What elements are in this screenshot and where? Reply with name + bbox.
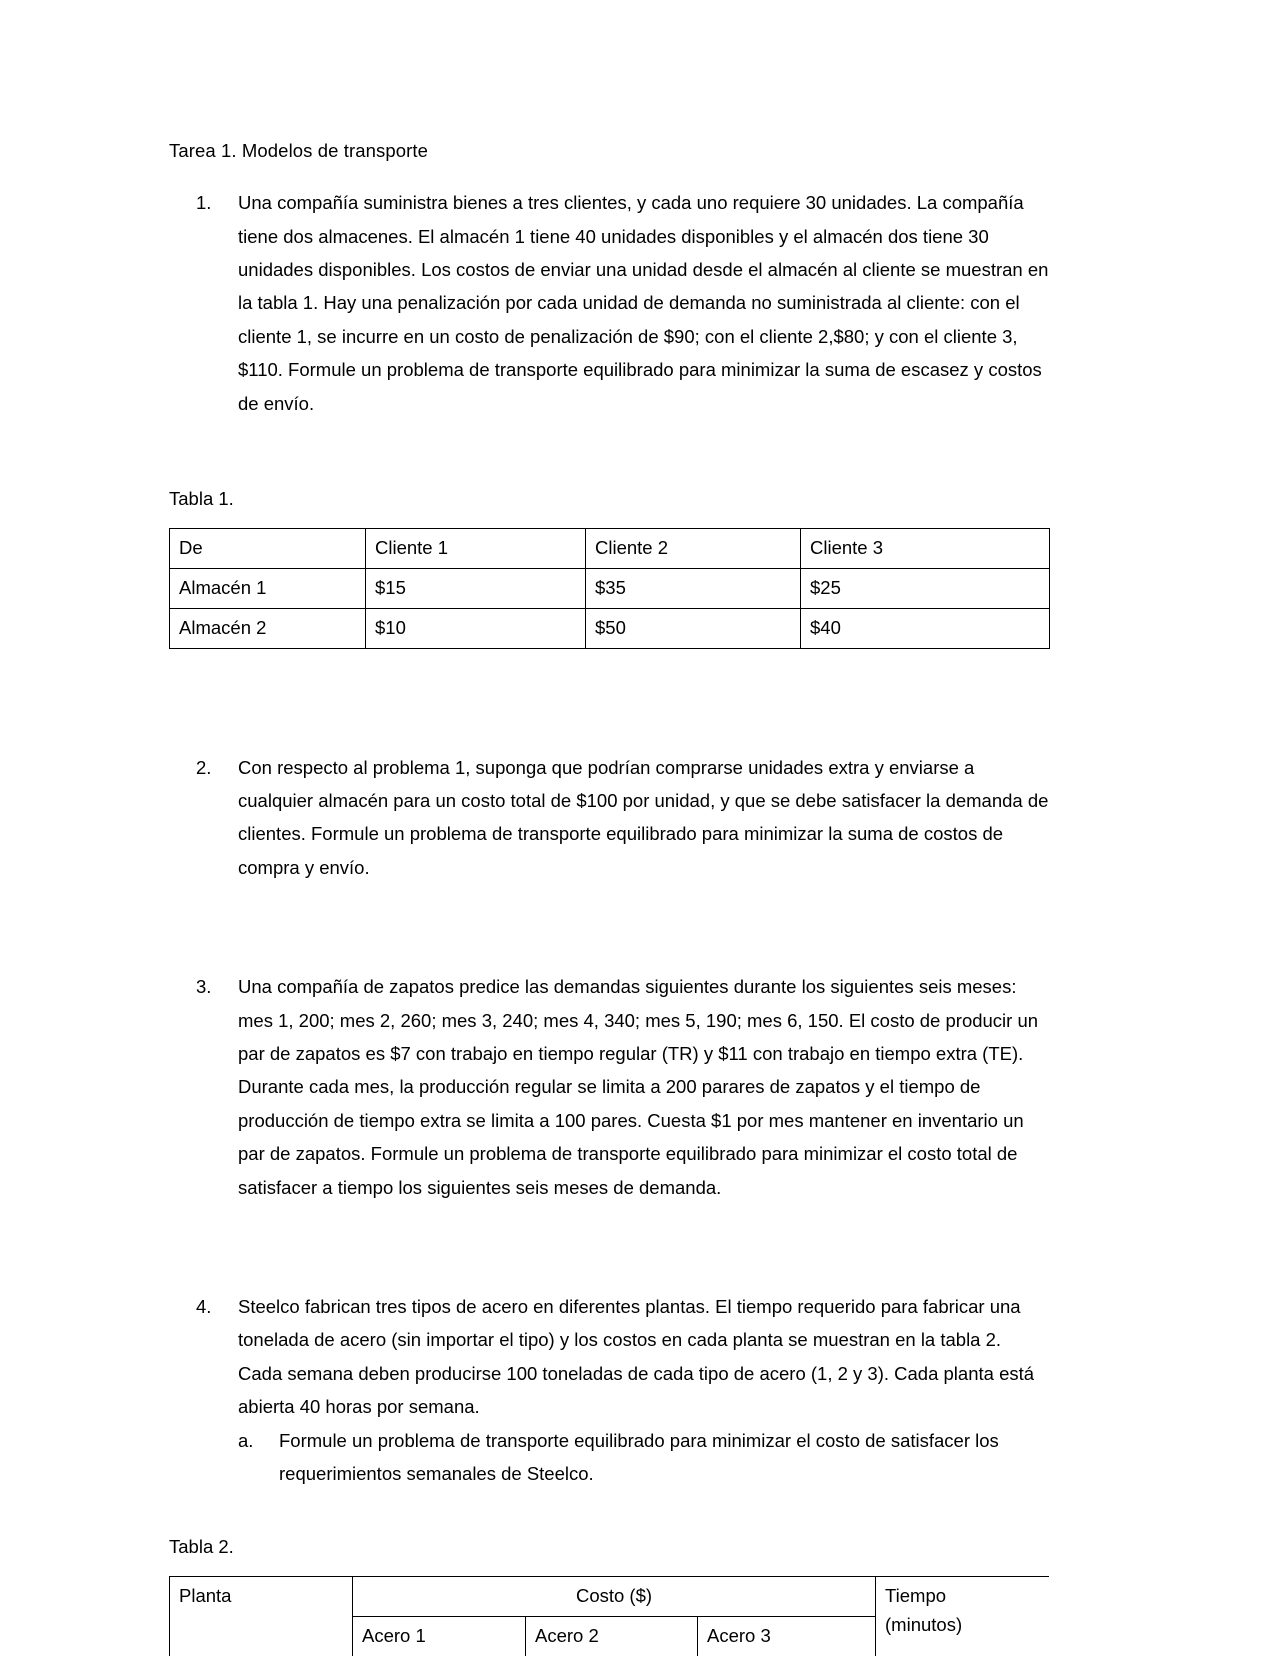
- table-1-header-cell-1: Cliente 1: [366, 528, 586, 568]
- table-2-subheader-acero-3: Acero 3: [698, 1616, 876, 1656]
- list-marker-3: 3.: [196, 976, 212, 998]
- table-2: [169, 1576, 1049, 1656]
- table-1-header-cell-3: Cliente 3: [801, 528, 1050, 568]
- table-1-cell-r1c0: Almacén 2: [170, 608, 366, 648]
- table-1-cell-r1c1: $10: [366, 608, 586, 648]
- spacer: [169, 420, 1049, 482]
- table-1-cell-r0c1: $15: [366, 568, 586, 608]
- problem-3-text: Una compañía de zapatos predice las demandas siguientes durante los siguientes seis meses: mes 1, 200; mes 2, 260; mes 3, 240; mes 4, 340; mes 5, 190; mes 6, 150. El costo de producir un par de zapatos es $7 con trabajo en tiempo regular (TR) y $11 con trabajo en tiempo extra (TE). Durante cada mes, la producción regular se limita a 200 parares de zapatos y el tiempo de producción de tiempo extra se limita a 100 pares. Cuesta $1 por mes mantener en inventario un par de zapatos. Formule un problema de transporte equilibrado para minimizar el costo total de satisfacer a tiempo los siguientes seis meses de demanda.: [238, 976, 1039, 1198]
- table-2-clip-region: [169, 1576, 1049, 1656]
- problem-list-2: [169, 751, 1049, 885]
- problem-2-text: Con respecto al problema 1, suponga que podrían comprarse unidades extra y enviarse a cualquier almacén para un costo total de $100 por unidad, y que se debe satisfacer la demanda de clientes. Formule un problema de transporte equilibrado para minimizar la suma de costos de compra y envío.: [238, 756, 1049, 878]
- spacer: [169, 884, 1049, 946]
- table-1: [169, 528, 1050, 649]
- document-content: [169, 138, 1049, 1656]
- table-row: [170, 608, 1050, 648]
- table-1-cell-r0c0: Almacén 1: [170, 568, 366, 608]
- problem-4a-text: Formule un problema de transporte equilibrado para minimizar el costo de satisfacer los requerimientos semanales de Steelco.: [279, 1429, 999, 1485]
- table-2-caption: Tabla 2.: [169, 1536, 234, 1558]
- list-marker-4a: a.: [238, 1429, 254, 1451]
- list-item-problem-4: [169, 1290, 1049, 1490]
- table-2-header-tiempo-line2: (minutos): [885, 1613, 963, 1635]
- table-2-header-tiempo-line1: Tiempo: [885, 1584, 947, 1606]
- page-title: Tarea 1. Modelos de transporte: [169, 140, 429, 161]
- spacer: [169, 1266, 1049, 1290]
- list-item-problem-2: [169, 751, 1049, 885]
- table-1-header-cell-2: Cliente 2: [586, 528, 801, 568]
- problem-list-4: [169, 1290, 1049, 1490]
- spacer: [169, 1204, 1049, 1266]
- table-2-subheader-acero-2: Acero 2: [526, 1616, 698, 1656]
- problem-list-1: [169, 186, 1049, 420]
- spacer: [169, 946, 1049, 970]
- list-marker-2: 2.: [196, 756, 212, 778]
- problem-4-text: Steelco fabrican tres tipos de acero en diferentes plantas. El tiempo requerido para fabricar una tonelada de acero (sin importar el tipo) y los costos en cada planta se muestran en la tabla 2. Cada semana deben producirse 100 toneladas de cada tipo de acero (1, 2 y 3). Cada planta está abierta 40 horas por semana.: [238, 1295, 1035, 1418]
- table-row-header: [170, 1576, 1050, 1616]
- spacer: [169, 649, 1049, 711]
- table-2-subheader-acero-1: Acero 1: [353, 1616, 526, 1656]
- spacer: [169, 711, 1049, 751]
- table-2-header-planta: Planta: [170, 1576, 353, 1656]
- list-item-problem-1: [169, 186, 1049, 420]
- problem-4-subitems: [238, 1424, 1049, 1491]
- table-1-caption: Tabla 1.: [169, 488, 234, 510]
- problem-list-3: [169, 970, 1049, 1204]
- table-1-cell-r0c3: $25: [801, 568, 1050, 608]
- table-row: [170, 568, 1050, 608]
- list-item-problem-3: [169, 970, 1049, 1204]
- spacer: [169, 1490, 1049, 1530]
- table-1-cell-r1c3: $40: [801, 608, 1050, 648]
- table-1-cell-r1c2: $50: [586, 608, 801, 648]
- problem-1-text: Una compañía suministra bienes a tres clientes, y cada uno requiere 30 unidades. La compañía tiene dos almacenes. El almacén 1 tiene 40 unidades disponibles y el almacén dos tiene 30 unidades disponibles. Los costos de enviar una unidad desde el almacén al cliente se muestran en la tabla 1. Hay una penalización por cada unidad de demanda no suministrada al cliente: con el cliente 1, se incurre en un costo de penalización de $90; con el cliente 2,$80; y con el cliente 3, $110. Formule un problema de transporte equilibrado para minimizar la suma de escasez y costos de envío.: [238, 192, 1049, 414]
- table-row-header: [170, 528, 1050, 568]
- table-1-header-cell-0: De: [170, 528, 366, 568]
- table-2-header-tiempo: [876, 1576, 1049, 1656]
- table-1-cell-r0c2: $35: [586, 568, 801, 608]
- list-marker-4: 4.: [196, 1295, 212, 1317]
- table-2-header-costo: Costo ($): [353, 1576, 876, 1616]
- list-marker-1: 1.: [196, 192, 212, 214]
- list-item-problem-4a: [238, 1424, 1049, 1491]
